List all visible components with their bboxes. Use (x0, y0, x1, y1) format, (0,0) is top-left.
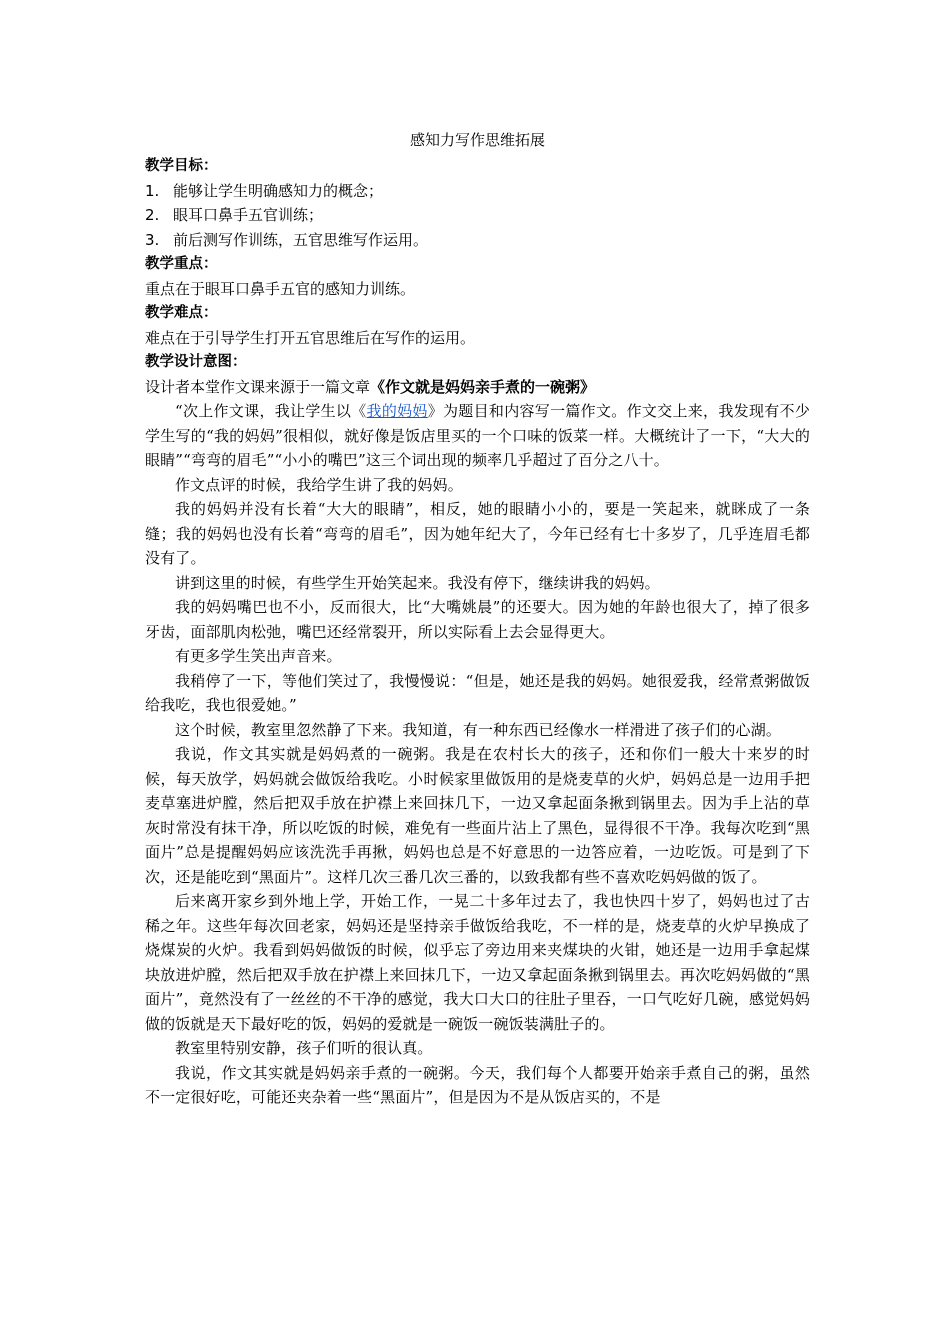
story-paragraph-1 (145, 399, 810, 473)
my-mother-link[interactable]: 我的妈妈 (366, 402, 428, 420)
focus-text: 重点在于眼耳口鼻手五官的感知力训练。 (145, 279, 416, 298)
difficulty-heading: 教学难点： (145, 305, 218, 321)
design-heading: 教学设计意图： (145, 354, 247, 370)
p1-end: 》为题目和内容写一篇作文。作文交上来，我发现有不少学生写的“我的妈妈”很相似，就好像是饭店里买的一个口味的饭菜一样。大概统计了一下，“大大的眼睛”“弯弯的眉毛”“小小的嘴巴”这三个词出现的频率几乎超过了百分之八十。 (145, 402, 810, 469)
story-paragraph-4: 讲到这里的时候，有些学生开始笑起来。我没有停下，继续讲我的妈妈。 (175, 573, 660, 592)
story-paragraph-10: 后来离开家乡到外地上学，开始工作，一晃二十多年过去了，我也快四十岁了，妈妈也过了古稀之年。这些年每次回老家，妈妈还是坚持亲手做饭给我吃，不一样的是，烧麦草的火炉早换成了烧煤炭的火炉。我看到妈妈做饭的时候，似乎忘了旁边用来夹煤块的火钳，她还是一边用手拿起煤块放进炉膛，然后把双手放在护襟上来回抹几下，一边又拿起面条揪到锅里去。再次吃妈妈做的“黑面片”，竟然没有了一丝丝的不干净的感觉，我大口大口的往肚子里吞，一口气吃好几碗，感觉妈妈做的饭就是天下最好吃的饭，妈妈的爱就是一碗饭一碗饭装满肚子的。 (145, 892, 810, 1033)
story-paragraph-11: 教室里特别安静，孩子们听的很认真。 (175, 1039, 433, 1057)
story-paragraph-12: 我说，作文其实就是妈妈亲手煮的一碗粥。今天，我们每个人都要开始亲手煮自己的粥，虽然不一定很好吃，可能还夹杂着一些“黑面片”，但是因为不是从饭店买的，不是 (145, 1063, 810, 1106)
story-paragraph-3: 我的妈妈并没有长着“大大的眼睛”，相反，她的眼睛小小的，要是一笑起来，就眯成了一条缝；我的妈妈也没有长着“弯弯的眉毛”，因为她年纪大了，今年已经有七十多岁了，几乎连眉毛都没有了。 (145, 500, 810, 567)
focus-heading: 教学重点： (145, 256, 218, 272)
objective-text: 前后测写作训练，五官思维写作运用。 (173, 230, 429, 249)
story-paragraph-9: 我说，作文其实就是妈妈煮的一碗粥。我是在农村长大的孩子，还和你们一般大十来岁的时候，每天放学，妈妈就会做饭给我吃。小时候家里做饭用的是烧麦草的火炉，妈妈总是一边用手把麦草塞进炉膛，然后把双手放在护襟上来回抹几下，一边又拿起面条揪到锅里去。因为手上沾的草灰时常没有抹干净，所以吃饭的时候，难免有一些面片沾上了黑色，显得很不干净。我每次吃到“黑面片”总是提醒妈妈应该洗洗手再揪，妈妈也总是不好意思的一边答应着，一边吃饭。可是到了下次，还是能吃到“黑面片”。这样几次三番几次三番的，以致我都有些不喜欢吃妈妈做的饭了。 (145, 745, 810, 886)
document-title: 感知力写作思维拓展 (409, 131, 545, 149)
objective-number: 2. (145, 206, 160, 224)
story-paragraph-5: 我的妈妈嘴巴也不小，反而很大，比“大嘴姚晨”的还要大。因为她的年龄也很大了，掉了很多牙齿，面部肌肉松弛，嘴巴还经常裂开，所以实际看上去会显得更大。 (145, 598, 810, 641)
objective-text: 能够让学生明确感知力的概念； (173, 181, 384, 200)
story-paragraph-6: 有更多学生笑出声音来。 (175, 647, 342, 665)
story-paragraph-2: 作文点评的时候，我给学生讲了我的妈妈。 (175, 475, 463, 494)
objective-number: 1. (145, 181, 160, 200)
document-page (145, 128, 810, 1110)
objective-item (145, 228, 810, 253)
p1-start: “次上作文课，我让学生以《 (175, 402, 367, 420)
story-paragraph-7: 我稍停了一下，等他们笑过了，我慢慢说：“但是，她还是我的妈妈。她很爱我，经常煮粥做饭给我吃，我也很爱她。” (145, 671, 810, 714)
difficulty-text: 难点在于引导学生打开五官思维后在写作的运用。 (145, 328, 476, 347)
design-intro-line (145, 375, 810, 400)
objective-text: 眼耳口鼻手五官训练； (173, 206, 324, 224)
objective-number: 3. (145, 230, 160, 249)
story-paragraph-8: 这个时候，教室里忽然静了下来。我知道，有一种东西已经像水一样滑进了孩子们的心湖。 (175, 720, 782, 739)
objectives-heading: 教学目标： (145, 158, 218, 174)
design-intro-text: 设计者本堂作文课来源于一篇文章 (145, 377, 371, 396)
objective-item (145, 203, 810, 228)
article-title: 《作文就是妈妈亲手煮的一碗粥》 (370, 377, 596, 396)
objective-item (145, 179, 810, 204)
